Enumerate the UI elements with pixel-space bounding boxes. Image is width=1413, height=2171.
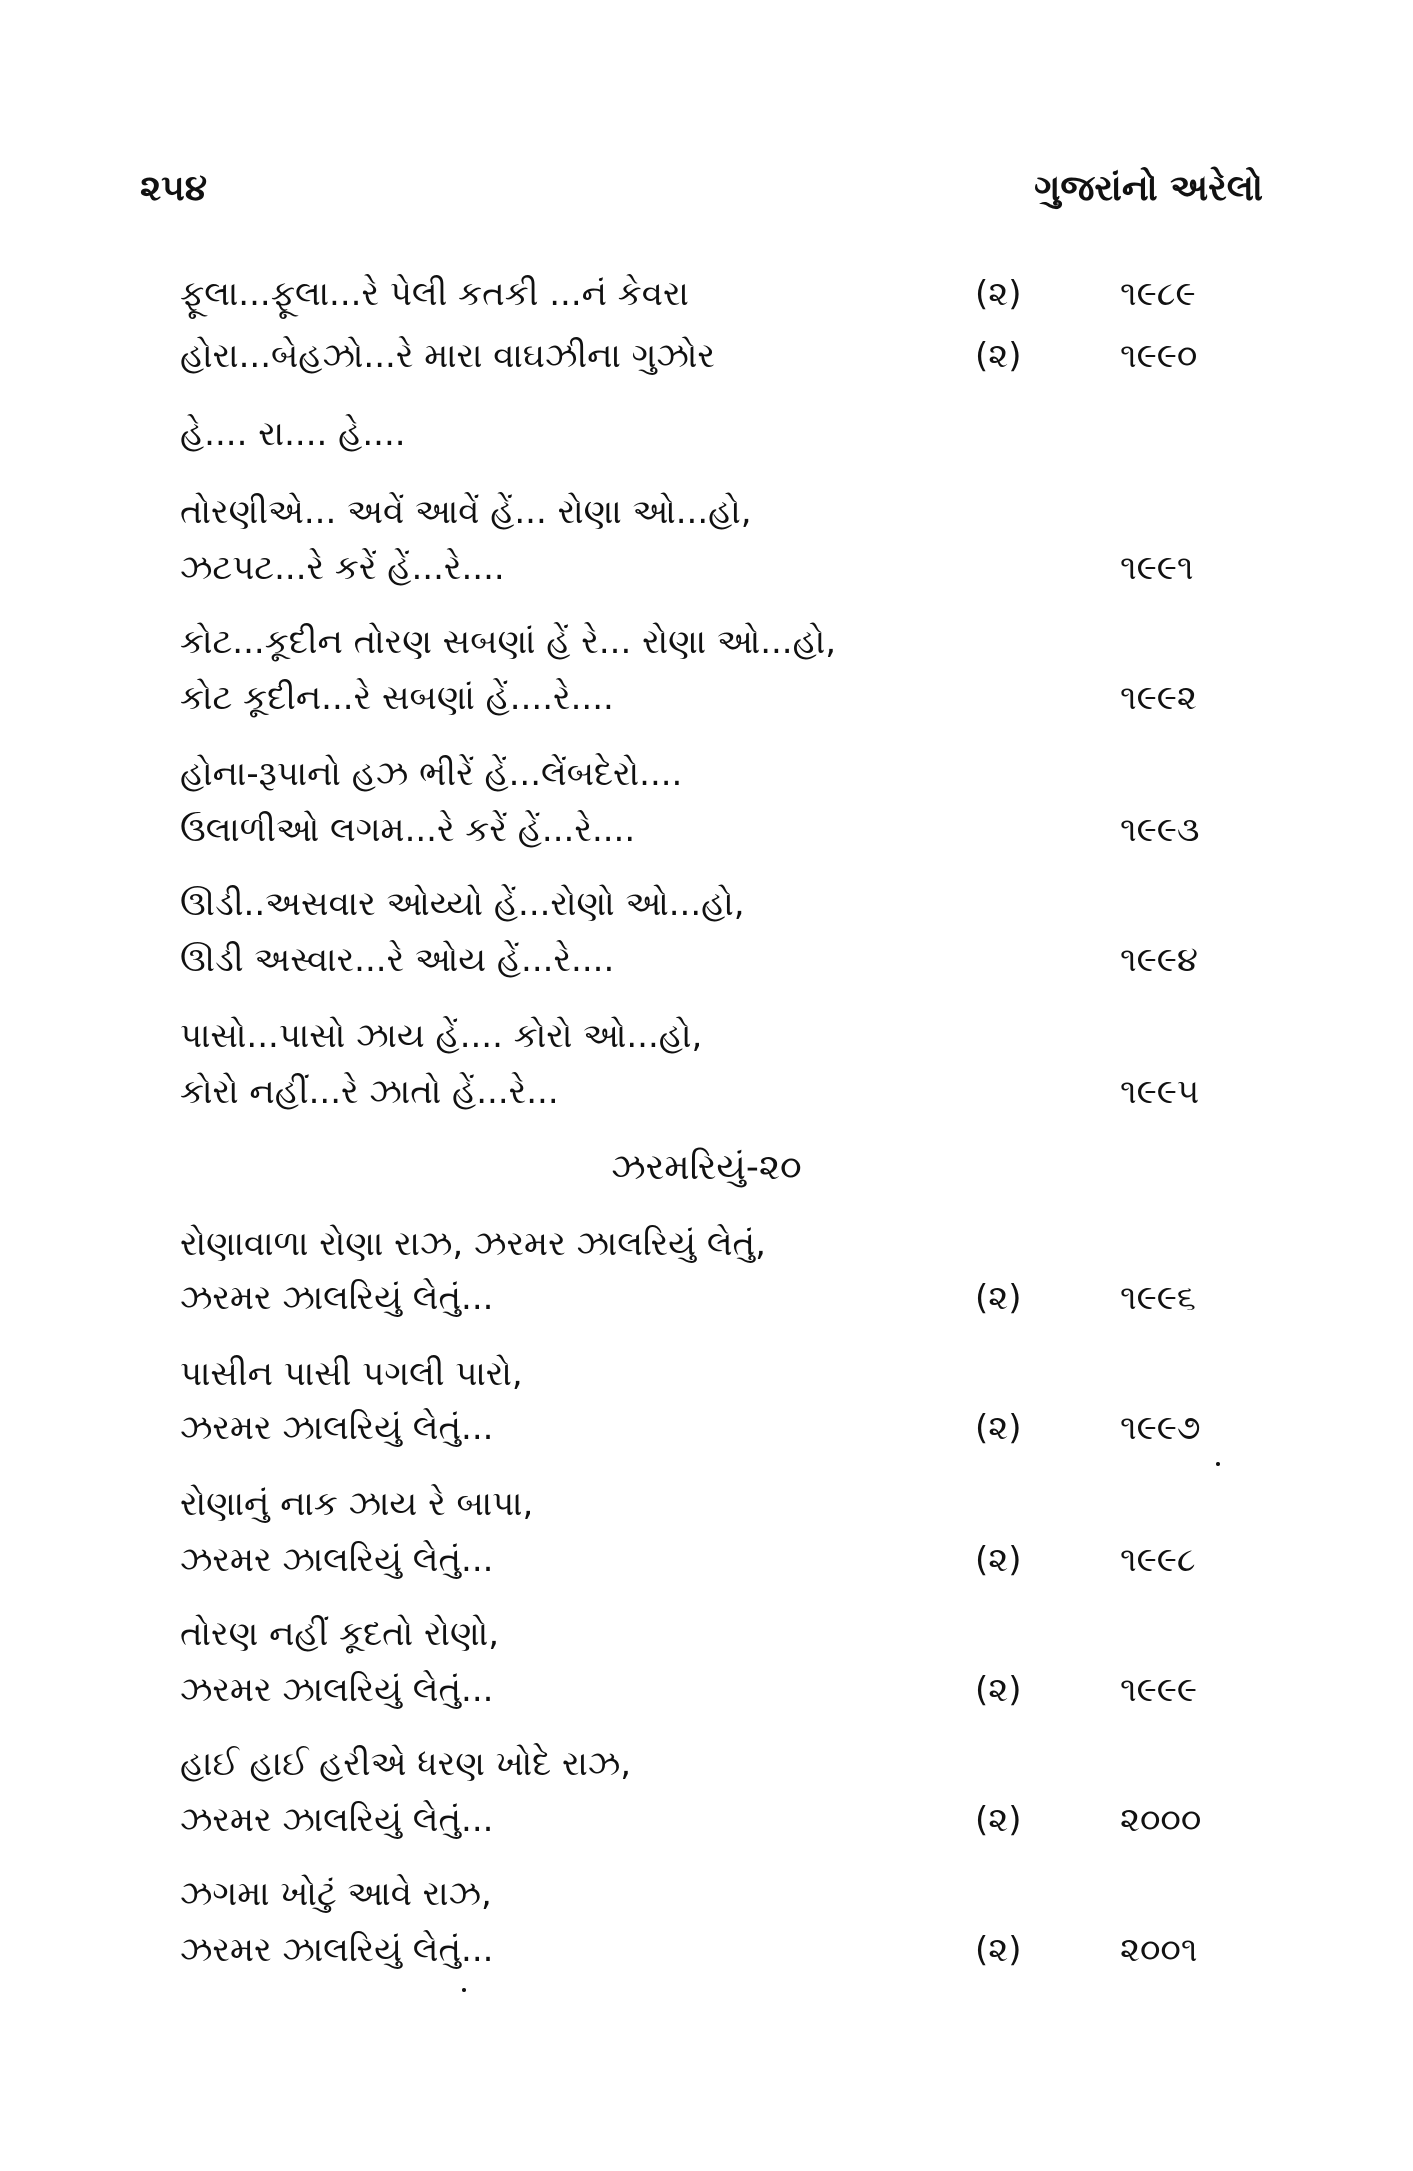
verse-line — [180, 1066, 1230, 1118]
verse-text: ઝરમર ઝાલરિયું લેતું... — [180, 1930, 494, 1970]
verse-text: ઉલાળીઓ લગમ...રે કરેં હેં...રે.... — [180, 810, 636, 850]
verse-text: ઝરમર ઝાલરિયું લેતું... — [180, 1800, 494, 1840]
verse-text: તોરણ નહીં કૂદતો રોણો, — [180, 1614, 500, 1654]
verse-line — [180, 408, 1230, 460]
verse-line — [180, 934, 1230, 986]
verse-number: ૧૯૯૧ — [1120, 548, 1194, 588]
verse-number: ૧૯૮૯ — [1120, 274, 1196, 314]
verse-line — [180, 1402, 1230, 1454]
verse-text: પાસીન પાસી પગલી પારો, — [180, 1354, 523, 1394]
repeat-marker: (૨) — [975, 274, 1022, 314]
verse-line — [180, 486, 1230, 538]
running-title: ગુજરાંનો અરેલો — [1034, 168, 1263, 209]
verse-number: ૨૦૦૦ — [1120, 1800, 1202, 1840]
verse-text: હોરા...બેહઝો...રે મારા વાઘઝીના ગુઝોર — [180, 336, 715, 376]
verse-text: કોટ કૂદીન...રે સબણાં હેં....રે.... — [180, 678, 614, 718]
repeat-marker: (૨) — [975, 1408, 1022, 1448]
verse-line — [180, 1218, 1230, 1270]
verse-text: રોણાવાળા રોણા રાઝ, ઝરમર ઝાલરિયું લેતું, — [180, 1224, 766, 1264]
verse-line — [180, 616, 1230, 668]
verse-number: ૧૯૯૬ — [1120, 1278, 1196, 1318]
verse-line — [180, 1478, 1230, 1530]
verse-number: ૧૯૯૭ — [1120, 1408, 1201, 1448]
verse-line — [180, 672, 1230, 724]
verse-line — [180, 1272, 1230, 1324]
verse-text: ઝગમા ખોટું આવે રાઝ, — [180, 1874, 492, 1914]
verse-number: ૧૯૯૮ — [1120, 1540, 1196, 1580]
verse-text: રોણાનું નાક ઝાય રે બાપા, — [180, 1484, 534, 1524]
verse-text: તોરણીએ... અવેં આવેં હેં... રોણા ઓ...હો, — [180, 492, 752, 532]
verse-number: ૨૦૦૧ — [1120, 1930, 1198, 1970]
verse-line — [180, 748, 1230, 800]
verse-line — [180, 1664, 1230, 1716]
verse-text: ઝટપટ...રે કરેં હેં...રે.... — [180, 548, 505, 588]
verse-text: હે.... રા.... હે.... — [180, 414, 406, 454]
verse-number: ૧૯૯૨ — [1120, 678, 1197, 718]
repeat-marker: (૨) — [975, 336, 1022, 376]
verse-line — [180, 1608, 1230, 1660]
repeat-marker: (૨) — [975, 1278, 1022, 1318]
verse-line — [180, 542, 1230, 594]
verse-line — [180, 330, 1230, 382]
repeat-marker: (૨) — [975, 1670, 1022, 1710]
verse-number: ૧૯૯૩ — [1120, 810, 1200, 850]
repeat-marker: (૨) — [975, 1540, 1022, 1580]
verse-line — [180, 1794, 1230, 1846]
verse-line — [180, 878, 1230, 930]
verse-line — [180, 1534, 1230, 1586]
verse-line — [180, 1924, 1230, 1976]
verse-text: ઊડી..અસવાર ઓય્યો હેં...રોણો ઓ...હો, — [180, 884, 745, 924]
verse-text: ઝરમર ઝાલરિયું લેતું... — [180, 1540, 494, 1580]
verse-line — [180, 1868, 1230, 1920]
verse-text: કોટ...કૂદીન તોરણ સબણાં હેં રે... રોણા ઓ...હો, — [180, 622, 837, 662]
section-heading: ઝરમરિયું-૨૦ — [611, 1147, 802, 1188]
verse-text: ઝરમર ઝાલરિયું લેતું... — [180, 1278, 494, 1318]
print-speck — [462, 1988, 466, 1992]
verse-text: ફૂલા...ફૂલા...રે પેલી કતકી ...નં કેવરા — [180, 274, 689, 314]
verse-number: ૧૯૯૫ — [1120, 1072, 1200, 1112]
verse-line — [180, 268, 1230, 320]
repeat-marker: (૨) — [975, 1800, 1022, 1840]
verse-line — [180, 1348, 1230, 1400]
verse-line — [180, 1738, 1230, 1790]
print-speck — [1216, 1462, 1220, 1466]
page-number: ૨૫૪ — [140, 168, 208, 209]
verse-text: પાસો...પાસો ઝાય હેં.... કોરો ઓ...હો, — [180, 1016, 703, 1056]
verse-text: હોના-રૂપાનો હઝ ભીરેં હેં...લેંબદેરો.... — [180, 754, 683, 794]
verse-line — [180, 804, 1230, 856]
verse-number: ૧૯૯૯ — [1120, 1670, 1198, 1710]
page-header — [140, 168, 1263, 228]
verse-text: હાઈ હાઈ હરીએ ધરણ ખોદે રાઝ, — [180, 1744, 632, 1784]
verse-line — [180, 1010, 1230, 1062]
repeat-marker: (૨) — [975, 1930, 1022, 1970]
verse-number: ૧૯૯૦ — [1120, 336, 1198, 376]
verse-number: ૧૯૯૪ — [1120, 940, 1198, 980]
verse-text: કોરો નહીં...રે ઝાતો હેં...રે... — [180, 1072, 559, 1112]
verse-text: ઊડી અસ્વાર...રે ઓય હેં...રે.... — [180, 940, 615, 980]
verse-text: ઝરમર ઝાલરિયું લેતું... — [180, 1408, 494, 1448]
verse-text: ઝરમર ઝાલરિયું લેતું... — [180, 1670, 494, 1710]
